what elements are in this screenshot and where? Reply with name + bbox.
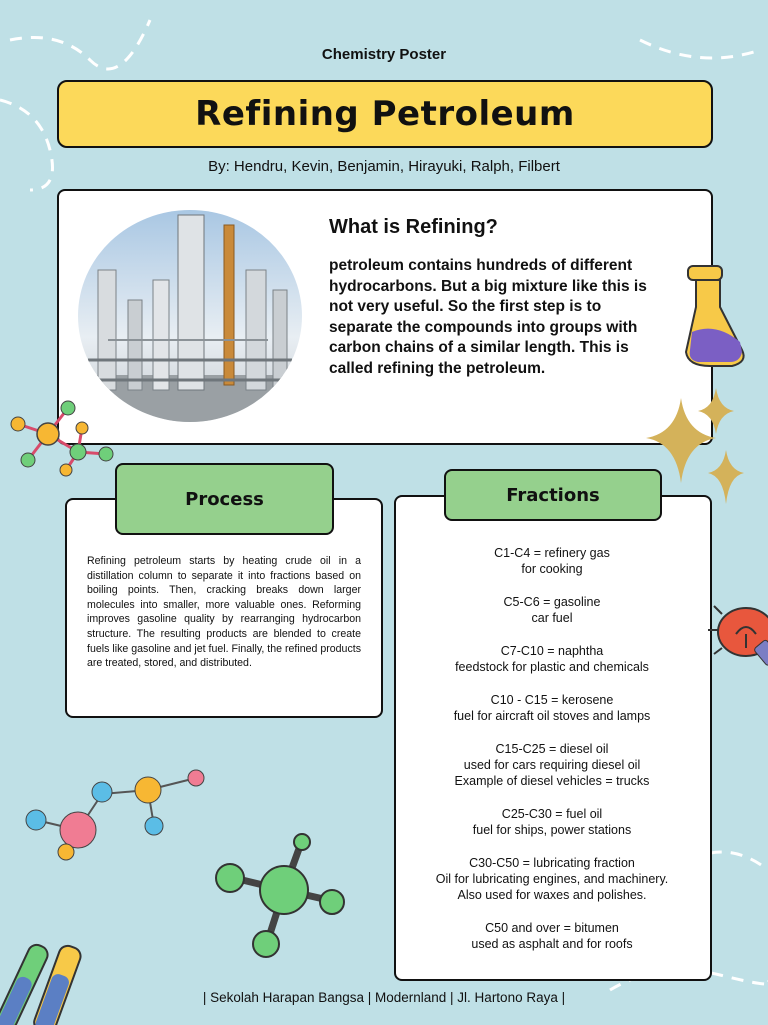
fractions-list	[396, 545, 708, 969]
authors-line: By: Hendru, Kevin, Benjamin, Hirayuki, Ralph, Filbert	[208, 158, 560, 175]
poster-header: Chemistry Poster	[321, 46, 447, 63]
fraction-range: C7-C10 = naphtha	[500, 643, 604, 658]
green-molecule-icon	[210, 822, 350, 962]
process-heading: Process	[185, 488, 264, 510]
fraction-use: fuel for aircraft oil stoves and lamps	[453, 708, 651, 723]
fraction-range: C25-C30 = fuel oil	[501, 806, 603, 821]
fraction-item	[396, 545, 708, 577]
lightbulb-icon	[706, 600, 768, 690]
process-body: Refining petroleum starts by heating crude oil in a distillation column to separate it into fractions based on boiling points. Then, cracking breaks down larger molecules into smaller, more valuable ones. Reforming improves gasoline quality by rearranging hydrocarbon structure. The resulting products are blended to create fuels like gasoline and jet fuel. Finally, the refined products are treated, stored, and distributed.	[87, 555, 361, 670]
flask-icon	[680, 262, 750, 372]
fraction-use: used as asphalt and for roofs	[471, 936, 633, 951]
what-is-refining-body: petroleum contains hundreds of different hydrocarbons. But a big mixture like this is not very useful. So the first step is to separate the compounds into groups with carbon chains of a similar length. This is called refining the petroleum.	[329, 257, 647, 377]
fraction-range: C15-C25 = diesel oil	[495, 741, 609, 756]
fractions-heading: Fractions	[506, 484, 600, 506]
fraction-use: for cooking	[521, 562, 583, 577]
fraction-use: Also used for waxes and polishes.	[457, 888, 647, 903]
fraction-use: Oil for lubricating engines, and machinery.	[435, 871, 669, 886]
fraction-item	[396, 855, 708, 904]
fraction-range: C50 and over = bitumen	[485, 920, 619, 935]
fraction-range: C30-C50 = lubricating fraction	[469, 855, 635, 870]
poster-title: Refining Petroleum	[195, 94, 575, 134]
fraction-range: C1-C4 = refinery gas	[494, 546, 610, 560]
fraction-item	[396, 643, 708, 675]
test-tube-icon	[0, 945, 90, 1025]
fraction-use: car fuel	[531, 611, 573, 626]
fraction-item	[396, 692, 708, 724]
what-is-refining-heading: What is Refining?	[329, 216, 498, 238]
fraction-item	[396, 806, 708, 838]
fraction-range: C10 - C15 = kerosene	[490, 692, 614, 707]
sparkle-icon	[646, 388, 756, 518]
molecule-icon	[6, 398, 126, 488]
fraction-use: Example of diesel vehicles = trucks	[454, 774, 650, 789]
footer: | Sekolah Harapan Bangsa | Modernland | Jl. Hartono Raya |	[202, 990, 566, 1005]
fraction-item	[396, 741, 708, 790]
process-tab	[115, 463, 334, 535]
fraction-range: C5-C6 = gasoline	[503, 594, 601, 609]
title-banner	[57, 80, 713, 148]
refinery-photo	[78, 210, 302, 422]
fraction-item	[396, 594, 708, 626]
fraction-use: fuel for ships, power stations	[472, 822, 632, 837]
fraction-use: feedstock for plastic and chemicals	[455, 660, 649, 675]
molecule-icon-large	[20, 768, 230, 858]
fraction-item	[396, 920, 708, 952]
fractions-tab	[444, 469, 662, 521]
fraction-use: used for cars requiring diesel oil	[463, 757, 641, 772]
